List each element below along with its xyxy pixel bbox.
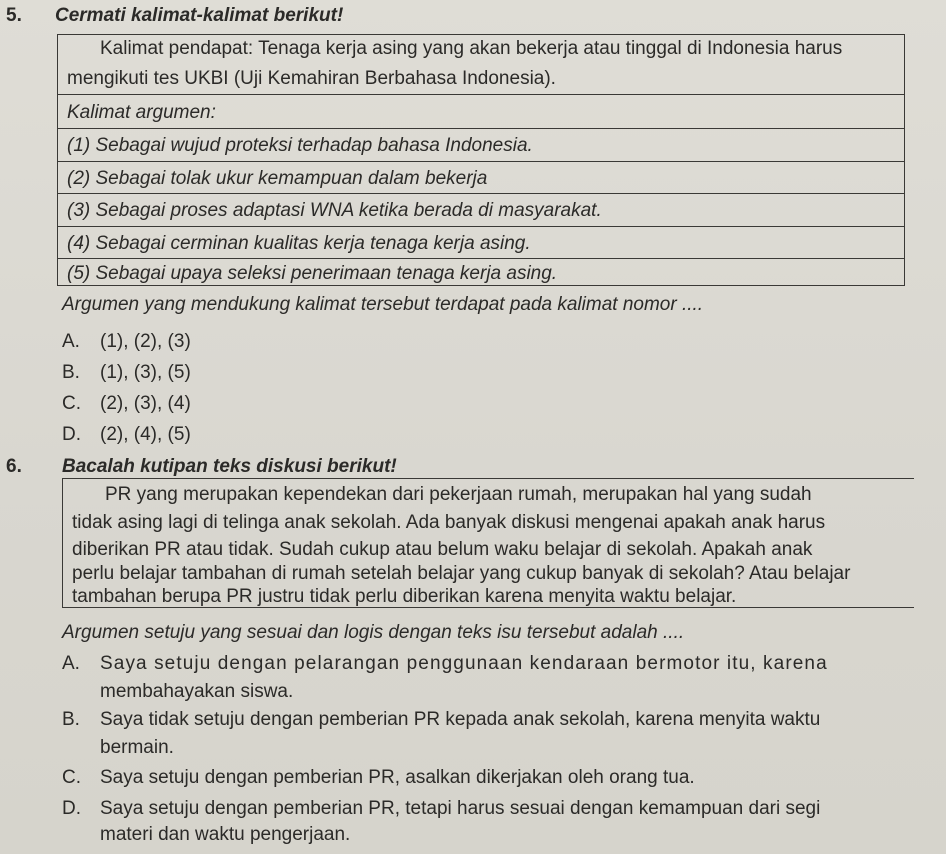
option-6d-line-2[interactable]: materi dan waktu pengerjaan. bbox=[100, 824, 351, 845]
divider bbox=[58, 94, 904, 95]
divider bbox=[58, 128, 904, 129]
opinion-line-2: mengikuti tes UKBI (Uji Kemahiran Berbahasa Indonesia). bbox=[67, 68, 556, 89]
option-6b-line-1[interactable]: Saya tidak setuju dengan pemberian PR kepada anak sekolah, karena menyita waktu bbox=[100, 709, 821, 730]
question-5-instruction: Cermati kalimat-kalimat berikut! bbox=[55, 5, 344, 26]
option-5b-text[interactable]: (1), (3), (5) bbox=[100, 362, 191, 383]
option-5d-letter[interactable]: D. bbox=[62, 424, 81, 445]
option-6b-line-2[interactable]: bermain. bbox=[100, 737, 174, 758]
passage-line-5: tambahan berupa PR justru tidak perlu diberikan karena menyita waktu belajar. bbox=[72, 586, 737, 607]
passage-line-2: tidak asing lagi di telinga anak sekolah. Ada banyak diskusi mengenai apakah anak harus bbox=[72, 512, 826, 533]
option-6d-line-1[interactable]: Saya setuju dengan pemberian PR, tetapi harus sesuai dengan kemampuan dari segi bbox=[100, 798, 821, 819]
option-5a-text[interactable]: (1), (2), (3) bbox=[100, 331, 191, 352]
option-5c-text[interactable]: (2), (3), (4) bbox=[100, 393, 191, 414]
option-5c-letter[interactable]: C. bbox=[62, 393, 81, 414]
divider bbox=[58, 193, 904, 194]
question-6-prompt: Argumen setuju yang sesuai dan logis dengan teks isu tersebut adalah .... bbox=[62, 622, 685, 643]
option-6c-text[interactable]: Saya setuju dengan pemberian PR, asalkan dikerjakan oleh orang tua. bbox=[100, 767, 695, 788]
passage-line-1: PR yang merupakan kependekan dari pekerjaan rumah, merupakan hal yang sudah bbox=[105, 484, 812, 505]
question-6-passage-box bbox=[62, 478, 914, 608]
option-5d-text[interactable]: (2), (4), (5) bbox=[100, 424, 191, 445]
divider bbox=[58, 226, 904, 227]
opinion-line-1: Kalimat pendapat: Tenaga kerja asing yang akan bekerja atau tinggal di Indonesia harus bbox=[100, 38, 843, 59]
option-6c-letter[interactable]: C. bbox=[62, 767, 81, 788]
argument-3: (3) Sebagai proses adaptasi WNA ketika berada di masyarakat. bbox=[67, 200, 602, 221]
argument-2: (2) Sebagai tolak ukur kemampuan dalam bekerja bbox=[67, 168, 488, 189]
option-5b-letter[interactable]: B. bbox=[62, 362, 80, 383]
option-6d-letter[interactable]: D. bbox=[62, 798, 81, 819]
divider bbox=[58, 161, 904, 162]
argument-5: (5) Sebagai upaya seleksi penerimaan tenaga kerja asing. bbox=[67, 263, 558, 284]
divider bbox=[58, 258, 904, 259]
question-6-instruction: Bacalah kutipan teks diskusi berikut! bbox=[62, 456, 397, 477]
option-6a-line-2[interactable]: membahayakan siswa. bbox=[100, 681, 294, 702]
passage-line-4: perlu belajar tambahan di rumah setelah belajar yang cukup banyak di sekolah? Atau belajar bbox=[72, 563, 851, 584]
passage-line-3: diberikan PR atau tidak. Sudah cukup atau belum waku belajar di sekolah. Apakah anak bbox=[72, 539, 813, 560]
question-6-number: 6. bbox=[6, 456, 22, 477]
question-5-statement-box bbox=[57, 34, 905, 286]
option-6a-line-1[interactable]: Saya setuju dengan pelarangan penggunaan kendaraan bermotor itu, karena bbox=[100, 653, 828, 674]
argument-heading: Kalimat argumen: bbox=[67, 102, 216, 123]
option-5a-letter[interactable]: A. bbox=[62, 331, 80, 352]
argument-4: (4) Sebagai cerminan kualitas kerja tenaga kerja asing. bbox=[67, 233, 531, 254]
question-5-number: 5. bbox=[6, 5, 22, 26]
option-6a-letter[interactable]: A. bbox=[62, 653, 80, 674]
argument-1: (1) Sebagai wujud proteksi terhadap bahasa Indonesia. bbox=[67, 135, 533, 156]
question-5-prompt: Argumen yang mendukung kalimat tersebut terdapat pada kalimat nomor .... bbox=[62, 294, 704, 315]
option-6b-letter[interactable]: B. bbox=[62, 709, 80, 730]
